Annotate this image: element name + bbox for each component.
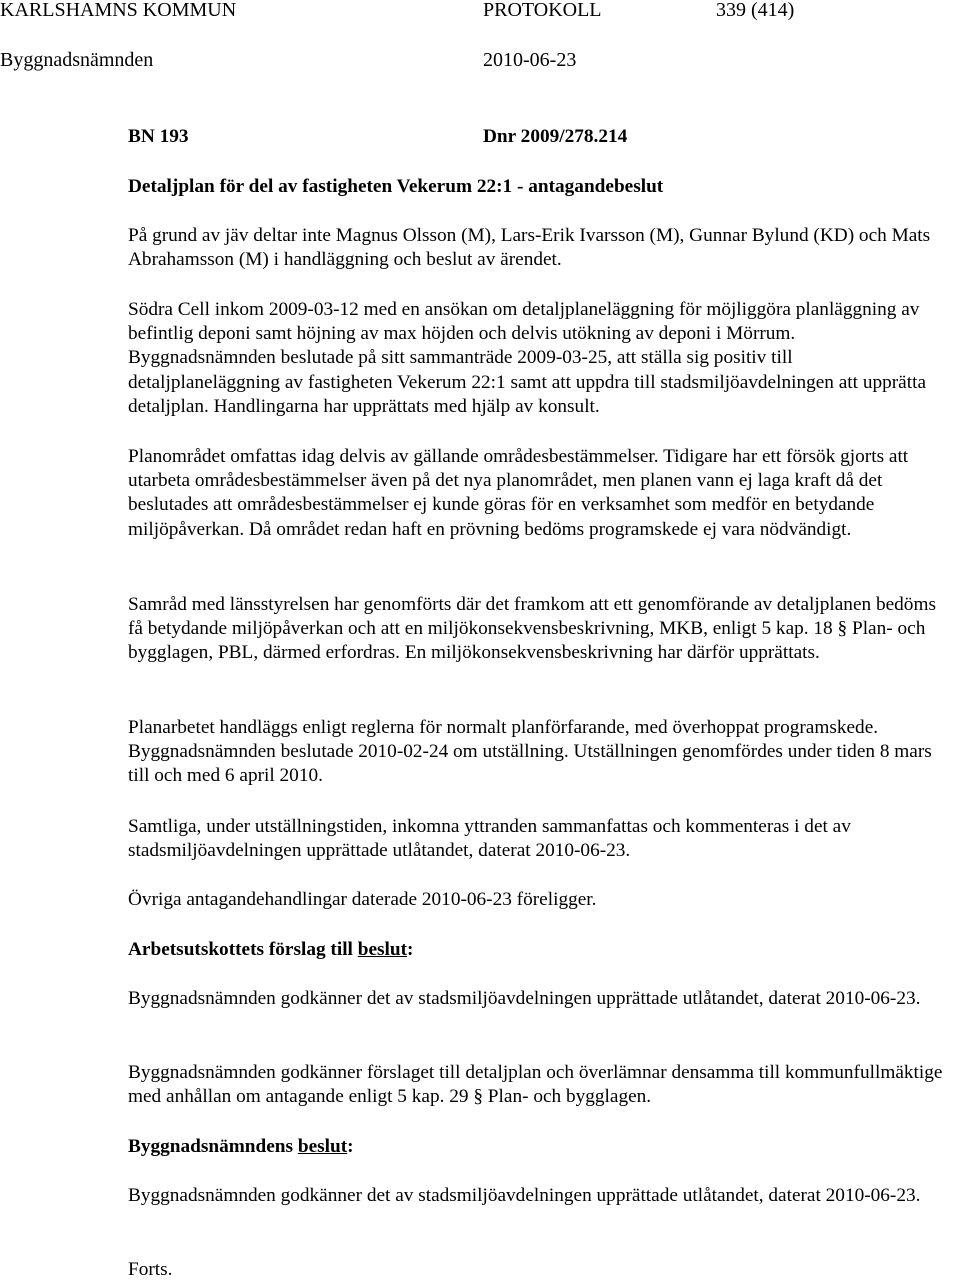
organization-name: KARLSHAMNS KOMMUN <box>0 0 237 21</box>
board-decision-heading-prefix: Byggnadsnämndens <box>128 1136 298 1157</box>
paragraph-consultation: Samråd med länsstyrelsen har genomförts där det framkom att ett genomförande av detaljplanen bedöms få betydande miljöpåverkan och att en miljökonsekvensbeskrivning, MKB, enligt 5 kap. 18 § Plan- och bygglagen, PBL, därmed erfordras. En miljökonsekvensbeskrivning har därför upprättats. <box>128 594 936 664</box>
board-decision-heading <box>128 1135 943 1159</box>
committee-proposal-heading-underlined: beslut <box>357 939 408 960</box>
continued-note: Forts. <box>128 1259 173 1280</box>
header-row-1 <box>0 0 960 23</box>
board-decision-paragraph-1: Byggnadsnämnden godkänner det av stadsmiljöavdelningen upprättade utlåtandet, daterat 2010-06-23. <box>128 1185 921 1206</box>
case-dnr: Dnr 2009/278.214 <box>483 126 628 147</box>
paragraph-background: Södra Cell inkom 2009-03-12 med en ansökan om detaljplaneläggning för möjliggöra planläggning av befintlig deponi samt höjning av max höjden och delvis utökning av deponi i Mörrum. Byggnadsnämnden beslutade på sitt sammanträde 2009-03-25, att ställa sig positiv till detaljplaneläggning av fastigheten Vekerum 22:1 samt att uppdra till stadsmiljöavdelningen att upprätta detaljplan. Handlingarna har upprättats med hjälp av konsult. <box>128 299 927 417</box>
committee-proposal-paragraph-2: Byggnadsnämnden godkänner förslaget till detaljplan och överlämnar densamma till kommunfullmäktige med anhållan om antagande enligt 5 kap. 29 § Plan- och bygglagen. <box>128 1062 943 1108</box>
committee-proposal-heading <box>128 938 943 962</box>
board-decision-heading-underlined: beslut <box>297 1136 348 1157</box>
case-line <box>128 124 943 150</box>
committee-proposal-paragraph-1: Byggnadsnämnden godkänner det av stadsmiljöavdelningen upprättade utlåtandet, daterat 2010-06-23. <box>128 988 921 1009</box>
paragraph-other-documents: Övriga antagandehandlingar daterade 2010-06-23 föreligger. <box>128 889 597 910</box>
case-number: BN 193 <box>128 126 189 147</box>
paragraph-planning-process: Planarbetet handläggs enligt reglerna för normalt planförfarande, med överhoppat programskede. Byggnadsnämnden beslutade 2010-02-24 om utställning. Utställningen genomfördes under tiden 8 mars till och med 6 april 2010. <box>128 717 932 787</box>
protocol-date: 2010-06-23 <box>483 49 577 71</box>
paragraph-plan-area: Planområdet omfattas idag delvis av gällande områdesbestämmelser. Tidigare har ett försök gjorts att utarbeta områdesbestämmelser även på det nya planområdet, men planen vann ej laga kraft då det beslutades att områdesbestämmelser ej kunde göras för en verksamhet som medför en betydande miljöpåverkan. Då området redan haft en prövning bedöms programskede ej vara nödvändigt. <box>128 446 909 540</box>
committee-proposal-heading-prefix: Arbetsutskottets förslag till <box>128 939 358 960</box>
case-title: Detaljplan för del av fastigheten Vekerum 22:1 - antagandebeslut <box>128 176 664 197</box>
committee-proposal-heading-suffix: : <box>407 939 414 960</box>
document-type: PROTOKOLL <box>483 0 602 21</box>
header-row-2 <box>0 47 960 73</box>
paragraph-recusal: På grund av jäv deltar inte Magnus Olsson (M), Lars-Erik Ivarsson (M), Gunnar Bylund (KD) och Mats Abrahamsson (M) i handläggning och beslut av ärendet. <box>128 225 931 271</box>
board-name: Byggnadsnämnden <box>0 49 154 71</box>
paragraph-statements: Samtliga, under utställningstiden, inkomna yttranden sammanfattas och kommenteras i det av stadsmiljöavdelningen upprättade utlåtandet, daterat 2010-06-23. <box>128 816 851 862</box>
page-number: 339 (414) <box>716 0 795 21</box>
board-decision-heading-suffix: : <box>347 1136 354 1157</box>
